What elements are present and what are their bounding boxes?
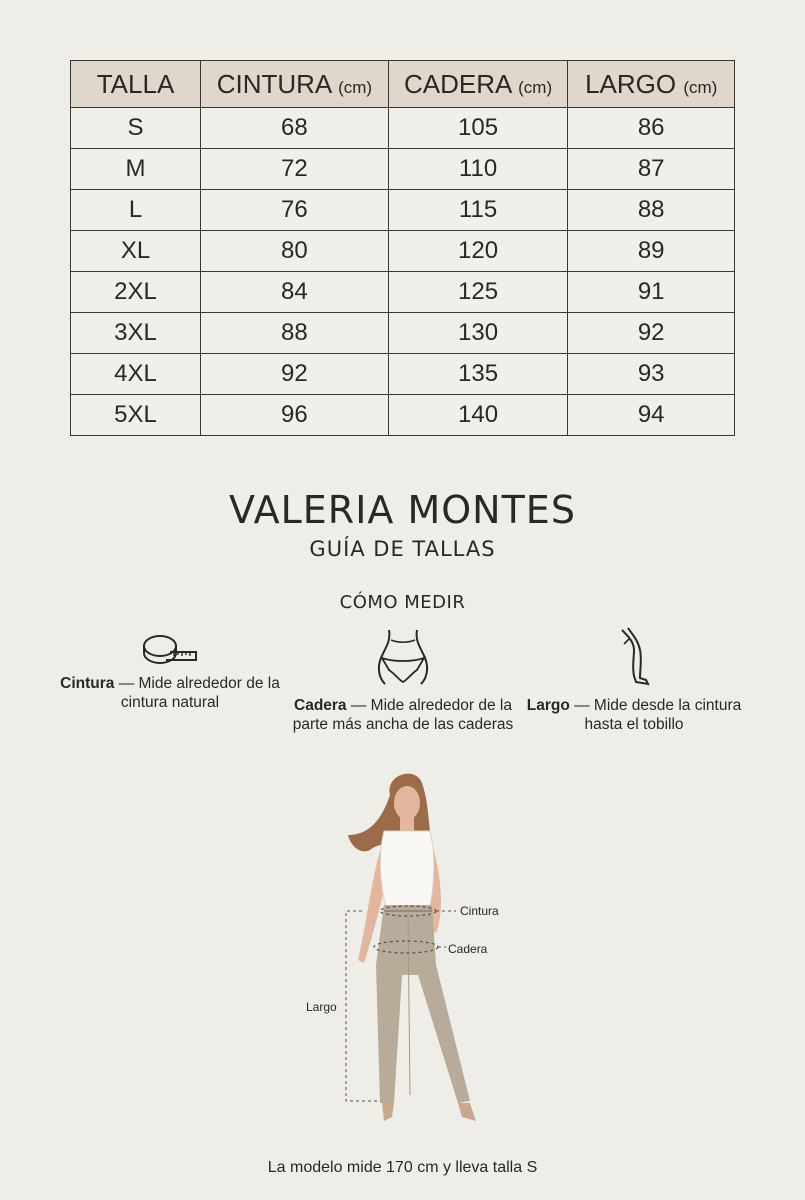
model-caption: La modelo mide 170 cm y lleva talla S — [267, 1159, 538, 1176]
size-table — [70, 60, 735, 436]
header-cadera: CADERA (cm) — [388, 61, 568, 108]
model-figure — [290, 765, 550, 1155]
table-row — [71, 190, 735, 231]
table-row — [71, 395, 735, 436]
how-to-measure-title: CÓMO MEDIR — [339, 592, 466, 613]
callout-length: Largo — [306, 1000, 337, 1014]
table-header-row — [71, 61, 735, 108]
measure-waist-description: Cintura — Mide alrededor de la cintura natural — [60, 675, 280, 711]
table-row — [71, 313, 735, 354]
table-row — [71, 272, 735, 313]
cell-cintura: 88 — [201, 313, 389, 354]
cell-talla: 4XL — [71, 354, 201, 395]
cell-talla: 5XL — [71, 395, 201, 436]
cell-talla: L — [71, 190, 201, 231]
page-subtitle: GUÍA DE TALLAS — [309, 537, 496, 561]
cell-cintura: 80 — [201, 231, 389, 272]
cell-cadera: 120 — [388, 231, 568, 272]
cell-cadera: 125 — [388, 272, 568, 313]
header-cintura: CINTURA (cm) — [201, 61, 389, 108]
leg-icon — [604, 626, 664, 688]
cell-cintura: 96 — [201, 395, 389, 436]
cell-talla: XL — [71, 231, 201, 272]
measure-hips — [288, 626, 518, 734]
cell-largo: 91 — [568, 272, 735, 313]
tape-measure-icon — [140, 626, 200, 666]
measure-hips-description: Cadera — Mide alrededor de la parte más ancha de las caderas — [292, 697, 514, 733]
cell-largo: 86 — [568, 108, 735, 149]
measure-length-description: Largo — Mide desde la cintura hasta el tobillo — [526, 697, 742, 733]
brand-title: VALERIA MONTES — [229, 488, 576, 532]
table-row — [71, 149, 735, 190]
measure-waist — [55, 626, 285, 712]
model-illustration — [290, 765, 550, 1155]
cell-cadera: 110 — [388, 149, 568, 190]
cell-talla: S — [71, 108, 201, 149]
measure-length — [519, 626, 749, 734]
header-talla: TALLA — [71, 61, 201, 108]
cell-cintura: 76 — [201, 190, 389, 231]
cell-largo: 93 — [568, 354, 735, 395]
cell-cintura: 84 — [201, 272, 389, 313]
cell-cadera: 130 — [388, 313, 568, 354]
cell-cintura: 92 — [201, 354, 389, 395]
cell-largo: 94 — [568, 395, 735, 436]
cell-talla: 2XL — [71, 272, 201, 313]
table-row — [71, 231, 735, 272]
cell-largo: 89 — [568, 231, 735, 272]
hips-icon — [373, 626, 433, 688]
cell-cadera: 115 — [388, 190, 568, 231]
table-row — [71, 108, 735, 149]
cell-talla: 3XL — [71, 313, 201, 354]
cell-largo: 88 — [568, 190, 735, 231]
cell-largo: 87 — [568, 149, 735, 190]
header-largo: LARGO (cm) — [568, 61, 735, 108]
cell-talla: M — [71, 149, 201, 190]
cell-cadera: 140 — [388, 395, 568, 436]
callout-waist: Cintura — [460, 904, 499, 918]
table-row — [71, 354, 735, 395]
cell-cintura: 72 — [201, 149, 389, 190]
callout-hips: Cadera — [448, 942, 488, 956]
cell-cadera: 135 — [388, 354, 568, 395]
cell-largo: 92 — [568, 313, 735, 354]
cell-cadera: 105 — [388, 108, 568, 149]
cell-cintura: 68 — [201, 108, 389, 149]
